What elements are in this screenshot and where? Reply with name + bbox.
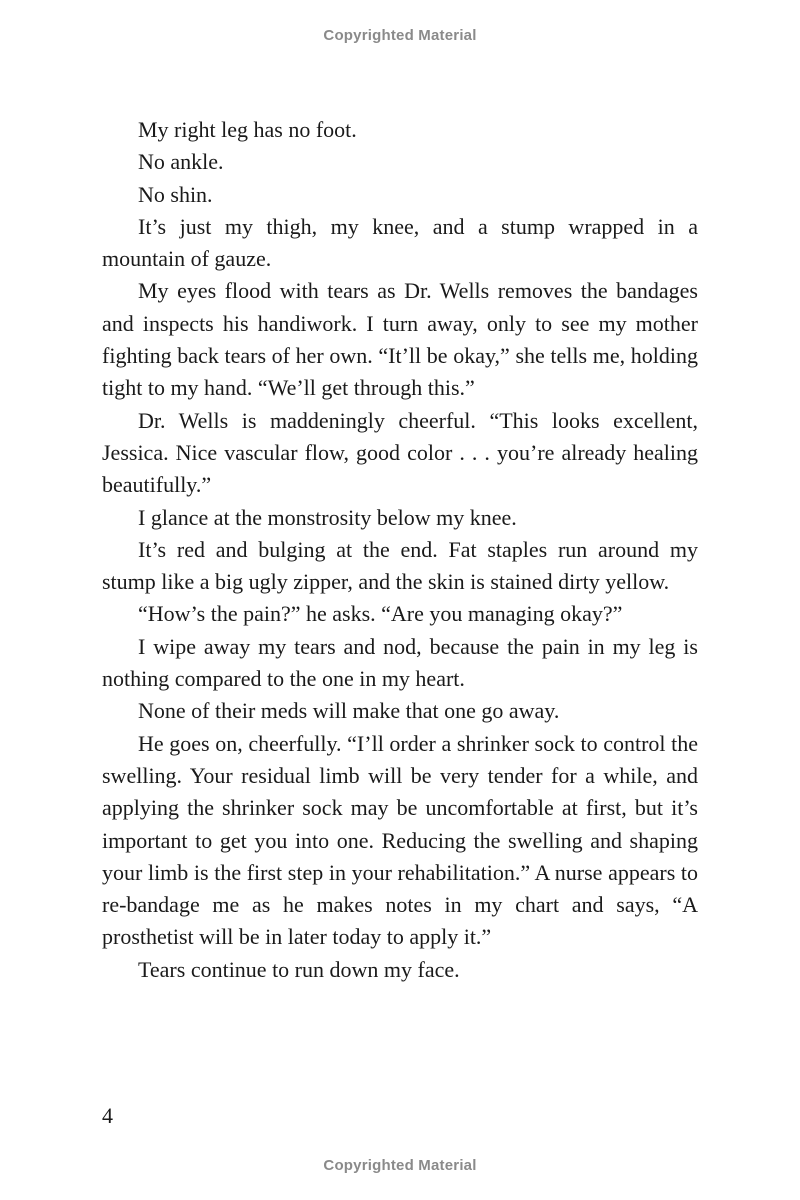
paragraph-5: My eyes flood with tears as Dr. Wells removes the bandages and inspects his handiwork. I turn away, only to see my mother fighting back tears of her own. “It’ll be okay,” she tells me, holding tight to my hand. “We’ll get through this.” [102, 278, 698, 401]
copyright-watermark-bottom: Copyrighted Material [323, 1157, 477, 1174]
paragraph-6: Dr. Wells is maddeningly cheerful. “This looks excellent, Jessica. Nice vascular flow, good color . . . you’re already healing beautifully.” [102, 407, 698, 498]
copyright-watermark-top: Copyrighted Material [323, 27, 477, 44]
page-body [102, 114, 698, 986]
paragraph-2: No ankle. [138, 149, 224, 175]
paragraph-13: Tears continue to run down my face. [138, 956, 460, 982]
paragraph-11: None of their meds will make that one go away. [138, 698, 560, 724]
paragraph-12: He goes on, cheerfully. “I’ll order a shrinker sock to control the swelling. Your residual limb will be very tender for a while, and applying the shrinker sock may be uncomfortable at first, but it’s important to get you into one. Reducing the swelling and shaping your limb is the first step in your rehabilitation.” A nurse appears to re-bandage me as he makes notes in my chart and says, “A prosthetist will be in later today to apply it.” [102, 730, 698, 950]
paragraph-9: “How’s the pain?” he asks. “Are you managing okay?” [138, 601, 623, 627]
paragraph-7: I glance at the monstrosity below my knee. [138, 504, 517, 530]
paragraph-4: It’s just my thigh, my knee, and a stump wrapped in a mountain of gauze. [102, 213, 698, 272]
paragraph-8: It’s red and bulging at the end. Fat staples run around my stump like a big ugly zipper, and the skin is stained dirty yellow. [102, 536, 698, 595]
paragraph-10: I wipe away my tears and nod, because the pain in my leg is nothing compared to the one in my heart. [102, 633, 698, 692]
page-number: 4 [102, 1103, 113, 1128]
paragraph-3: No shin. [138, 181, 213, 207]
paragraph-1: My right leg has no foot. [138, 117, 357, 142]
